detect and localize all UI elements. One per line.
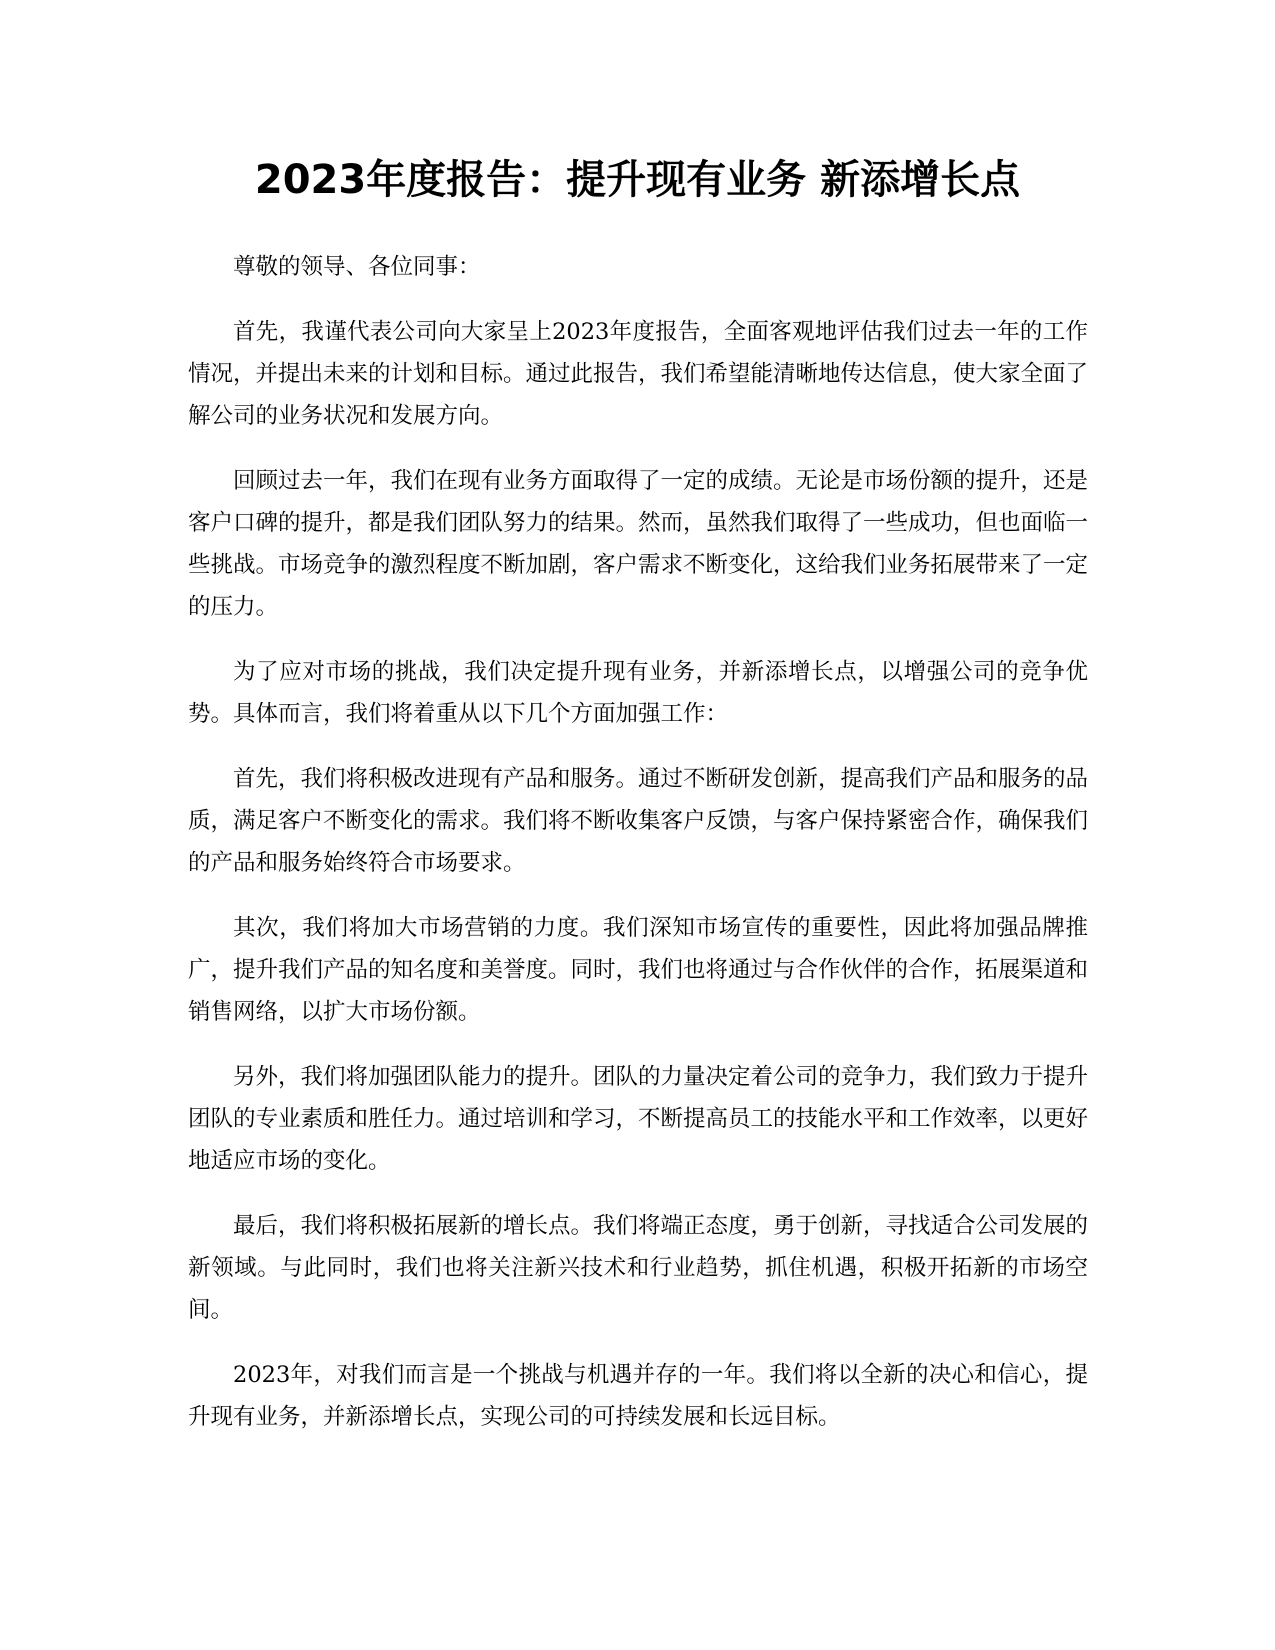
document-body	[188, 246, 1088, 1461]
body-paragraph: 回顾过去一年，我们在现有业务方面取得了一定的成绩。无论是市场份额的提升，还是客户口碑的提升，都是我们团队努力的结果。然而，虽然我们取得了一些成功，但也面临一些挑战。市场竞争的激烈程度不断加剧，客户需求不断变化，这给我们业务拓展带来了一定的压力。	[188, 468, 1089, 620]
body-paragraph: 其次，我们将加大市场营销的力度。我们深知市场宣传的重要性，因此将加强品牌推广，提升我们产品的知名度和美誉度。同时，我们也将通过与合作伙伴的合作，拓展渠道和销售网络，以扩大市场份额。	[188, 915, 1089, 1025]
closing-paragraph: 2023年，对我们而言是一个挑战与机遇并存的一年。我们将以全新的决心和信心，提升现有业务，并新添增长点，实现公司的可持续发展和长远目标。	[188, 1362, 1088, 1430]
body-paragraph: 为了应对市场的挑战，我们决定提升现有业务，并新添增长点，以增强公司的竞争优势。具体而言，我们将着重从以下几个方面加强工作：	[188, 659, 1088, 727]
document-title: 2023年度报告：提升现有业务 新添增长点	[254, 157, 1021, 203]
body-paragraph: 另外，我们将加强团队能力的提升。团队的力量决定着公司的竞争力，我们致力于提升团队的专业素质和胜任力。通过培训和学习，不断提高员工的技能水平和工作效率，以更好地适应市场的变化。	[188, 1064, 1089, 1174]
body-paragraph: 首先，我谨代表公司向大家呈上2023年度报告，全面客观地评估我们过去一年的工作情况，并提出未来的计划和目标。通过此报告，我们希望能清晰地传达信息，使大家全面了解公司的业务状况和发展方向。	[188, 319, 1089, 429]
salutation-paragraph: 尊敬的领导、各位同事：	[233, 254, 481, 280]
body-paragraph: 首先，我们将积极改进现有产品和服务。通过不断研发创新，提高我们产品和服务的品质，满足客户不断变化的需求。我们将不断收集客户反馈，与客户保持紧密合作，确保我们的产品和服务始终符合市场要求。	[188, 766, 1089, 876]
body-paragraph: 最后，我们将积极拓展新的增长点。我们将端正态度，勇于创新，寻找适合公司发展的新领域。与此同时，我们也将关注新兴技术和行业趋势，抓住机遇，积极开拓新的市场空间。	[188, 1213, 1089, 1323]
